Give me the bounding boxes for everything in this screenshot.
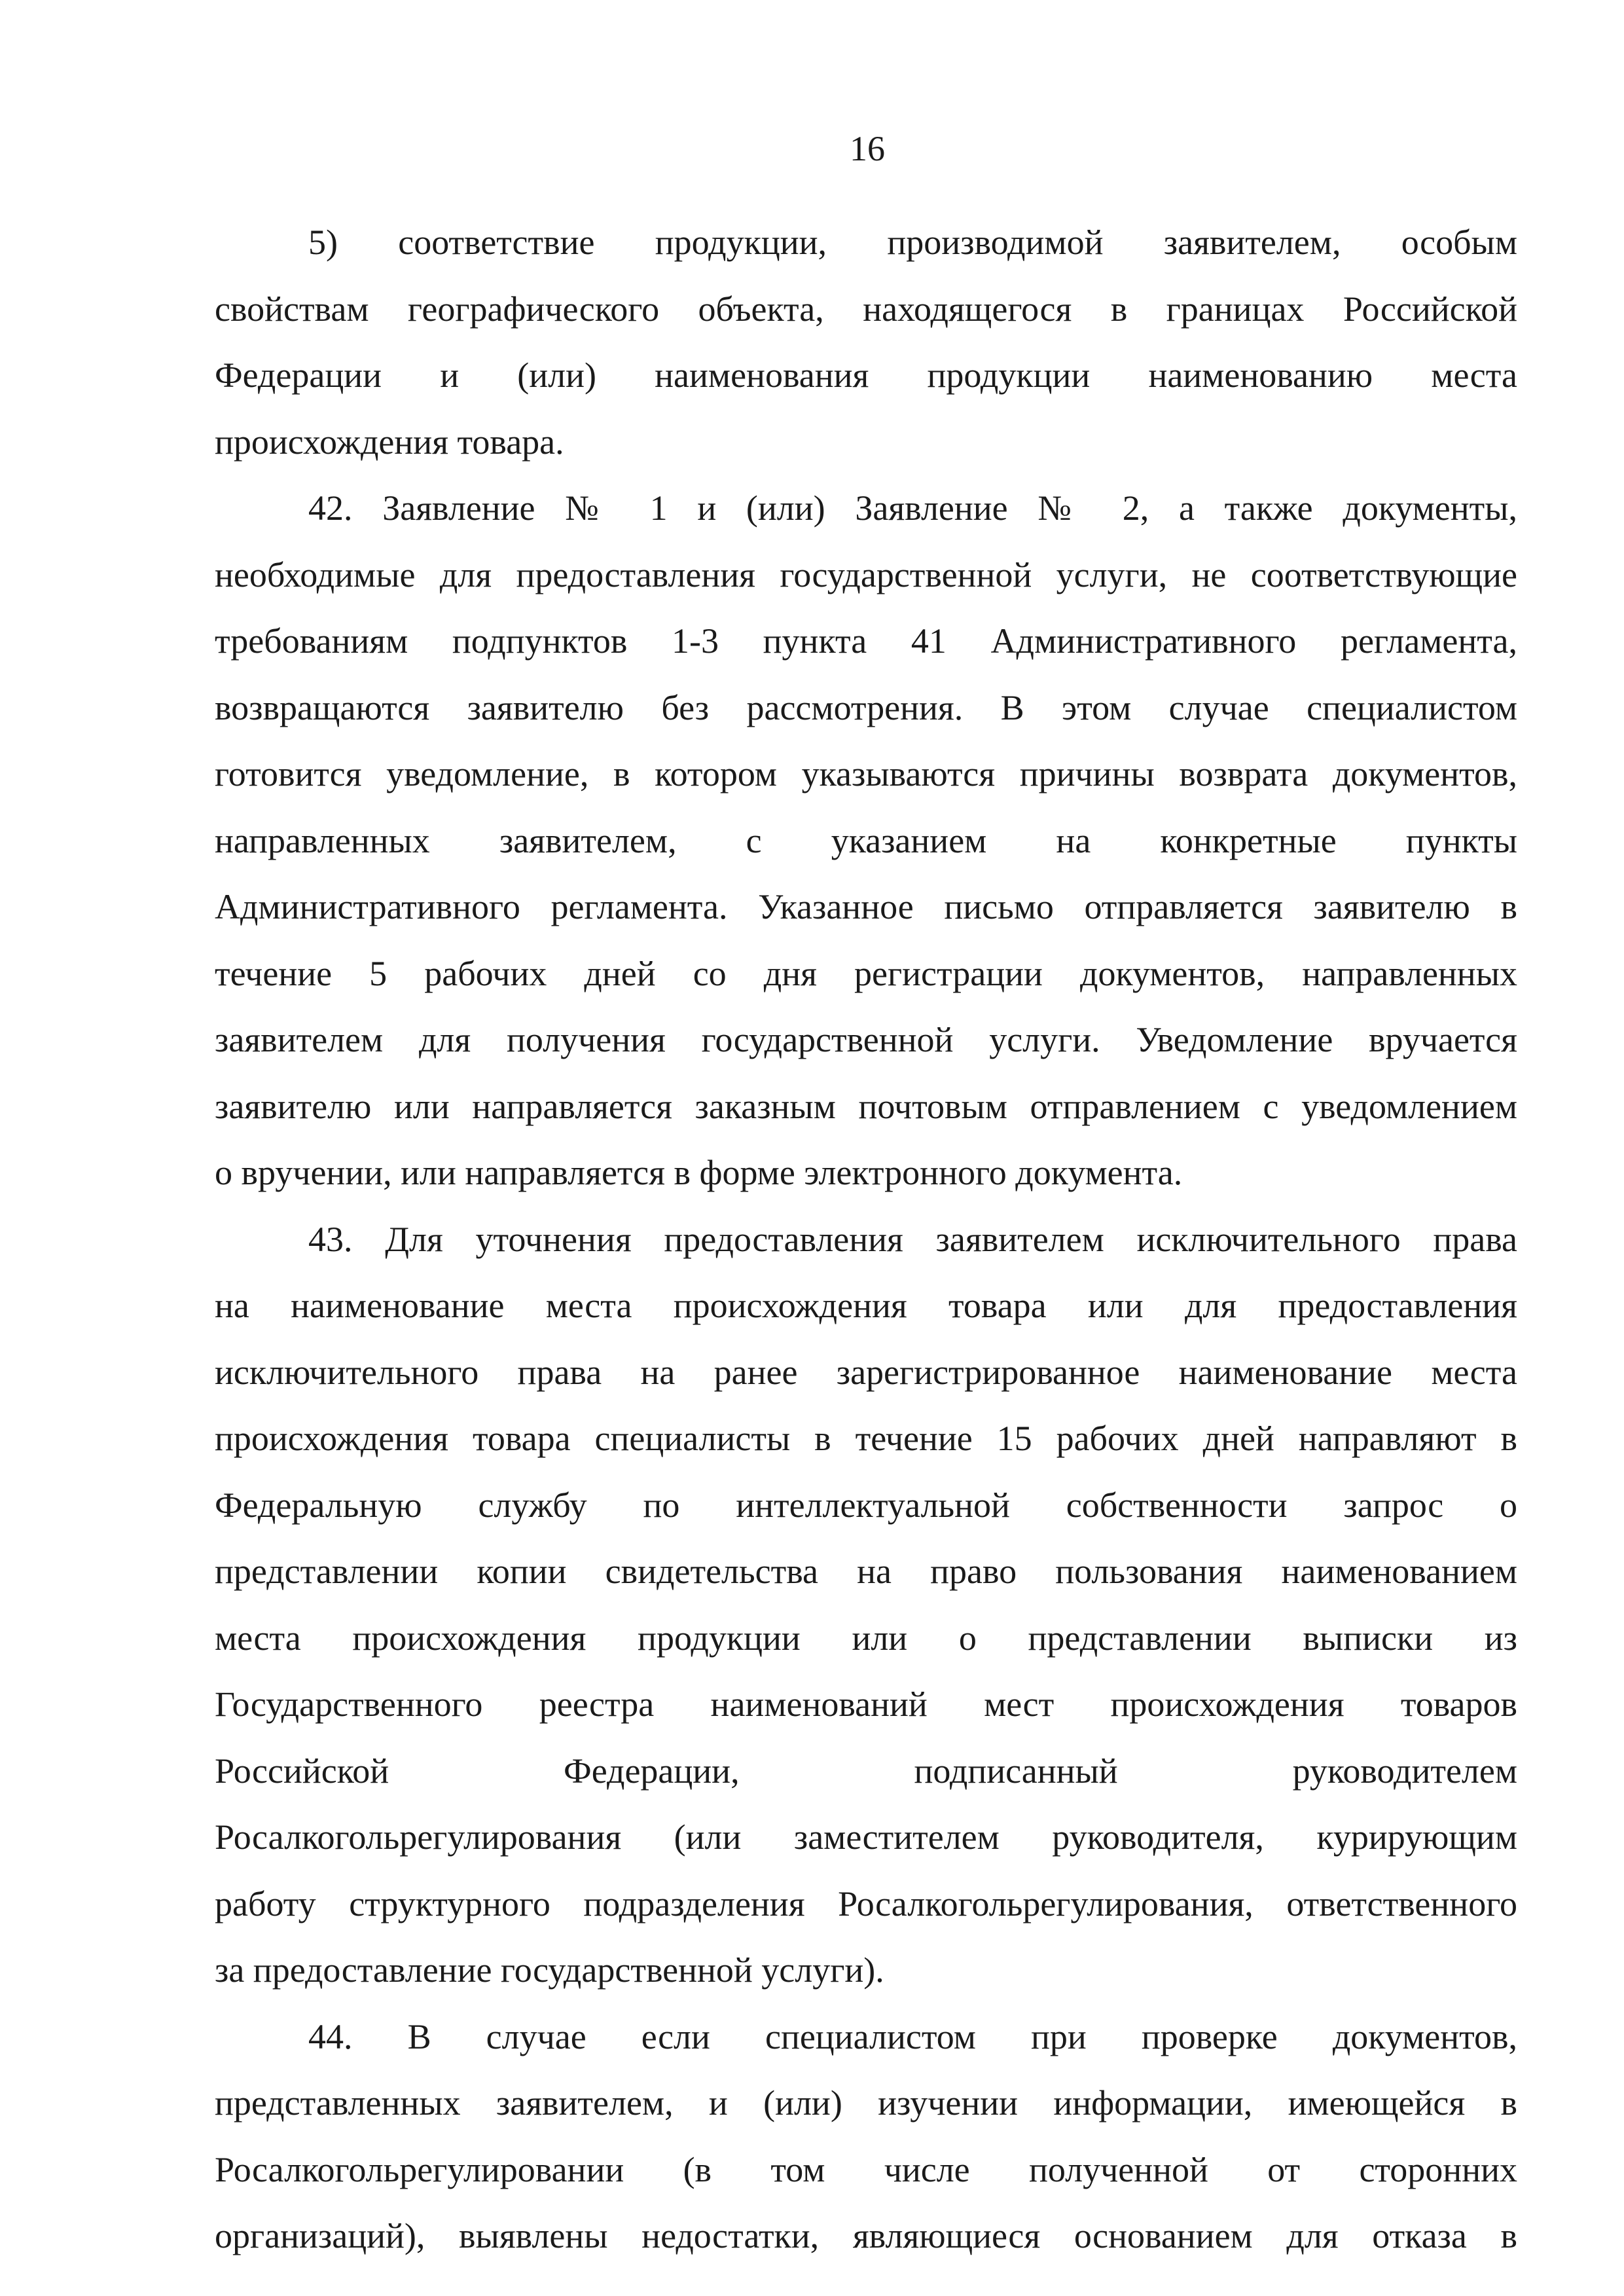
text-line: заявителем для получения государственной услуги. Уведомление вручается xyxy=(215,1020,1517,1059)
text-line: свойствам географического объекта, находящегося в границах Российской xyxy=(215,289,1517,329)
text-line: происхождения товара. xyxy=(215,422,564,462)
text-line: заявителю или направляется заказным почтовым отправлением с уведомлением xyxy=(215,1086,1517,1126)
text-line: Росалкогольрегулировании (в том числе полученной от сторонних xyxy=(215,2149,1517,2189)
text-line: направленных заявителем, с указанием на конкретные пункты xyxy=(215,820,1517,860)
text-line: на наименование места происхождения товара или для предоставления xyxy=(215,1286,1517,1325)
text-line: 5) соответствие продукции, производимой заявителем, особым xyxy=(308,223,1517,262)
text-line: 44. В случае если специалистом при проверке документов, xyxy=(308,2016,1517,2056)
text-line: 43. Для уточнения предоставления заявителем исключительного права xyxy=(308,1219,1517,1259)
text-line: представлении копии свидетельства на право пользования наименованием xyxy=(215,1552,1517,1591)
text-line: Федеральную службу по интеллектуальной собственности запрос о xyxy=(215,1485,1517,1525)
text-line: течение 5 рабочих дней со дня регистрации документов, направленных xyxy=(215,953,1517,993)
text-line: 42. Заявление № 1 и (или) Заявление № 2, а также документы, xyxy=(308,488,1517,528)
text-line: Федерации и (или) наименования продукции наименованию места xyxy=(215,355,1517,395)
paragraph-43 xyxy=(215,1207,1517,2004)
text-line: исключительного права на ранее зарегистрированное наименование места xyxy=(215,1352,1517,1392)
text-line: возвращаются заявителю без рассмотрения. В этом случае специалистом xyxy=(215,687,1517,727)
text-line: Российской Федерации, подписанный руководителем xyxy=(215,1751,1517,1791)
document-body xyxy=(215,210,1517,2270)
page-number: 16 xyxy=(850,129,885,168)
paragraph-item-5 xyxy=(215,210,1517,475)
text-line: за предоставление государственной услуги). xyxy=(215,1950,884,1990)
text-line: Государственного реестра наименований мест происхождения товаров xyxy=(215,1685,1517,1724)
text-line: работу структурного подразделения Росалкогольрегулирования, ответственного xyxy=(215,1884,1517,1923)
text-line: представленных заявителем, и (или) изучении информации, имеющейся в xyxy=(215,2083,1517,2123)
text-line: организаций), выявлены недостатки, являющиеся основанием для отказа в xyxy=(215,2216,1517,2255)
text-line: Росалкогольрегулирования (или заместителем руководителя, курирующим xyxy=(215,1817,1517,1857)
text-line: требованиям подпунктов 1-3 пункта 41 Административного регламента, xyxy=(215,621,1517,661)
text-line: Административного регламента. Указанное письмо отправляется заявителю в xyxy=(215,887,1517,926)
paragraph-42 xyxy=(215,475,1517,1207)
text-line: происхождения товара специалисты в течение 15 рабочих дней направляют в xyxy=(215,1419,1517,1458)
text-line: готовится уведомление, в котором указываются причины возврата документов, xyxy=(215,754,1517,793)
text-line: необходимые для предоставления государственной услуги, не соответствующие xyxy=(215,555,1517,594)
text-line: о вручении, или направляется в форме электронного документа. xyxy=(215,1153,1183,1192)
text-line: места происхождения продукции или о представлении выписки из xyxy=(215,1618,1517,1658)
paragraph-44 xyxy=(215,2004,1517,2270)
